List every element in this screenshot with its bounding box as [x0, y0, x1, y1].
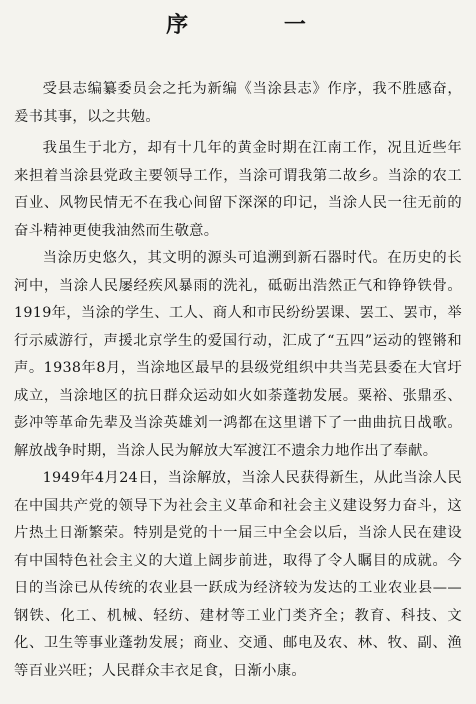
paragraph-3: 当涂历史悠久，其文明的源头可追溯到新石器时代。在历史的长河中，当涂人民屡经疾风暴雨的洗礼，砥砺出浩然正气和铮铮铁骨。1919年，当涂的学生、工人、商人和市民纷纷罢课、罢工、罢市，举行示威游行，声援北京学生的爱国行动，汇成了“五四”运动的铿锵和声。1938年8月，当涂地区最早的县级党组织中共当芜县委在大官圩成立，当涂地区的抗日群众运动如火如荼蓬勃发展。粟裕、张鼎丞、彭冲等革命先辈及当涂英雄刘一鸿都在这里谱下了一曲曲抗日战歌。解放战争时期，当涂人民为解放大军渡江不遗余力地作出了奉献。	[14, 250, 462, 459]
paragraph-2: 我虽生于北方，却有十几年的黄金时期在江南工作，况且近些年来担着当涂县党政主要领导工作，当涂可谓我第二故乡。当涂的农工百业、风物民情无不在我心间留下深深的印记，当涂人民一往无前的奋斗精神更使我油然而生敬意。	[14, 140, 462, 239]
page-title: 序 一	[166, 13, 350, 38]
paragraph-4: 1949年4月24日，当涂解放，当涂人民获得新生，从此当涂人民在中国共产党的领导下为社会主义革命和社会主义建设努力奋斗，这片热土日渐繁荣。特别是党的十一届三中全会以后，当涂人民在建设有中国特色社会主义的大道上阔步前进，取得了令人瞩目的成就。今日的当涂已从传统的农业县一跃成为经济较为发达的工业农业县——钢铁、化工、机械、轻纺、建材等工业门类齐全；教育、科技、文化、卫生等事业蓬勃发展；商业、交通、邮电及农、林、牧、副、渔等百业兴旺；人民群众丰衣足食，日渐小康。	[14, 470, 462, 679]
paragraph-1: 受县志编纂委员会之托为新编《当涂县志》作序，我不胜感奋，爰书其事，以之共勉。	[14, 81, 462, 125]
